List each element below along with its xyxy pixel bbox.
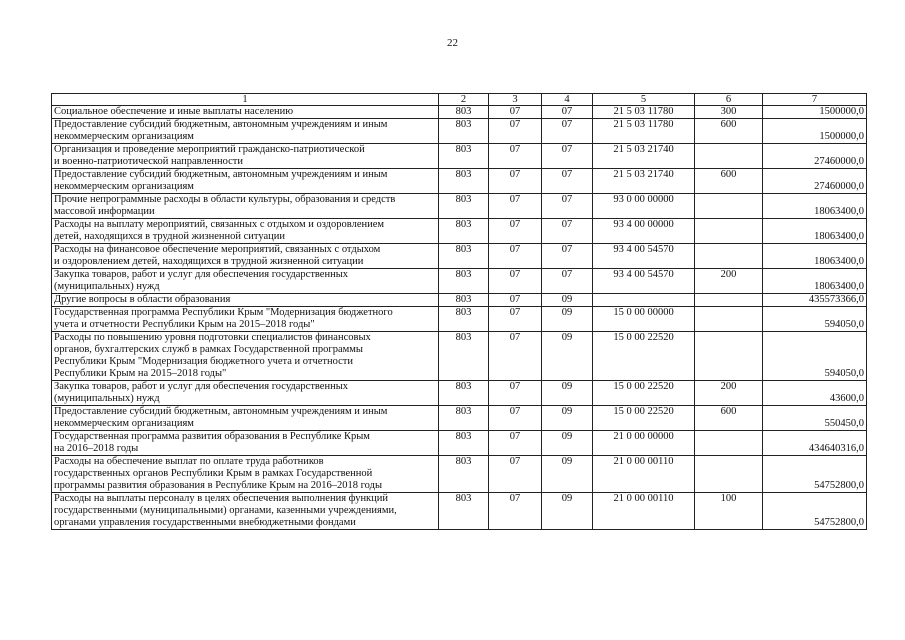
amount: 18063400,0 [763, 269, 867, 294]
admin-code: 803 [439, 244, 489, 269]
description-line: Социальное обеспечение и иные выплаты населению [54, 106, 294, 117]
description-line: органов, бухгалтерских служб в рамках Государственной программы [54, 344, 363, 355]
target-article-code: 93 4 00 00000 [593, 219, 695, 244]
description-line: учета и отчетности Республики Крым на 2015–2018 годы" [54, 319, 315, 330]
expense-type-code [695, 244, 763, 269]
column-header: 3 [489, 94, 542, 106]
column-header: 2 [439, 94, 489, 106]
description-line: некоммерческим организациям [54, 181, 194, 192]
admin-code: 803 [439, 269, 489, 294]
table-row [52, 332, 867, 381]
admin-code: 803 [439, 493, 489, 530]
table-row [52, 456, 867, 493]
description-line: Прочие непрограммные расходы в области культуры, образования и средств [54, 194, 396, 205]
target-article-code: 21 0 00 00000 [593, 431, 695, 456]
admin-code: 803 [439, 456, 489, 493]
description-line: Расходы на выплаты персоналу в целях обеспечения выполнения функций [54, 493, 389, 504]
target-article-code: 93 4 00 54570 [593, 244, 695, 269]
description-line: государственных органов Республики Крым в рамках Государственной [54, 468, 373, 479]
admin-code: 803 [439, 219, 489, 244]
table-row [52, 307, 867, 332]
target-article-code: 21 5 03 21740 [593, 144, 695, 169]
column-header: 7 [763, 94, 867, 106]
amount: 43600,0 [763, 381, 867, 406]
admin-code: 803 [439, 307, 489, 332]
expense-type-code [695, 219, 763, 244]
section-code: 07 [489, 307, 542, 332]
admin-code: 803 [439, 406, 489, 431]
expense-description [52, 194, 439, 219]
target-article-code: 21 5 03 11780 [593, 119, 695, 144]
page-number: 22 [447, 37, 458, 49]
description-line: детей, находящихся в трудной жизненной ситуации [54, 231, 285, 242]
amount: 1500000,0 [763, 119, 867, 144]
section-code: 07 [489, 406, 542, 431]
table-row [52, 493, 867, 530]
subsection-code: 07 [542, 219, 593, 244]
description-line: Организация и проведение мероприятий гражданско-патриотической [54, 144, 365, 155]
table-row [52, 194, 867, 219]
expense-description [52, 294, 439, 307]
amount: 434640316,0 [763, 431, 867, 456]
section-code: 07 [489, 144, 542, 169]
subsection-code: 07 [542, 119, 593, 144]
expense-type-code [695, 294, 763, 307]
description-line: массовой информации [54, 206, 155, 217]
expense-type-code [695, 456, 763, 493]
subsection-code: 09 [542, 381, 593, 406]
expense-description [52, 269, 439, 294]
expense-type-code: 200 [695, 269, 763, 294]
subsection-code: 07 [542, 169, 593, 194]
table-header-row [52, 94, 867, 106]
description-line: Расходы на финансовое обеспечение мероприятий, связанных с отдыхом [54, 244, 381, 255]
section-code: 07 [489, 381, 542, 406]
expense-type-code [695, 431, 763, 456]
description-line: Государственная программа развития образования в Республике Крым [54, 431, 370, 442]
target-article-code: 15 0 00 22520 [593, 406, 695, 431]
table-body [52, 94, 867, 530]
target-article-code: 21 5 03 11780 [593, 106, 695, 119]
column-header: 4 [542, 94, 593, 106]
description-line: и военно-патриотической направленности [54, 156, 243, 167]
target-article-code [593, 294, 695, 307]
column-header: 1 [52, 94, 439, 106]
description-line: Республики Крым на 2015–2018 годы" [54, 368, 227, 379]
amount: 594050,0 [763, 307, 867, 332]
section-code: 07 [489, 244, 542, 269]
amount: 594050,0 [763, 332, 867, 381]
admin-code: 803 [439, 106, 489, 119]
expense-type-code [695, 332, 763, 381]
amount: 54752800,0 [763, 456, 867, 493]
section-code: 07 [489, 493, 542, 530]
table-row [52, 169, 867, 194]
section-code: 07 [489, 219, 542, 244]
expense-type-code [695, 144, 763, 169]
expense-description [52, 244, 439, 269]
table-row [52, 431, 867, 456]
subsection-code: 09 [542, 307, 593, 332]
section-code: 07 [489, 332, 542, 381]
expense-description [52, 431, 439, 456]
target-article-code: 93 0 00 00000 [593, 194, 695, 219]
section-code: 07 [489, 456, 542, 493]
target-article-code: 21 5 03 21740 [593, 169, 695, 194]
subsection-code: 07 [542, 194, 593, 219]
description-line: Предоставление субсидий бюджетным, автономным учреждениям и иным [54, 406, 388, 417]
description-line: некоммерческим организациям [54, 131, 194, 142]
column-header: 6 [695, 94, 763, 106]
section-code: 07 [489, 269, 542, 294]
table-row [52, 244, 867, 269]
subsection-code: 09 [542, 332, 593, 381]
expense-type-code: 600 [695, 169, 763, 194]
expense-type-code [695, 194, 763, 219]
admin-code: 803 [439, 294, 489, 307]
table-row [52, 106, 867, 119]
target-article-code: 15 0 00 22520 [593, 332, 695, 381]
description-line: программы развития образования в Республике Крым на 2016–2018 годы [54, 480, 383, 491]
expense-description [52, 332, 439, 381]
subsection-code: 07 [542, 244, 593, 269]
subsection-code: 09 [542, 493, 593, 530]
description-line: Другие вопросы в области образования [54, 294, 231, 305]
subsection-code: 07 [542, 269, 593, 294]
expense-description [52, 307, 439, 332]
amount: 435573366,0 [763, 294, 867, 307]
expense-description [52, 456, 439, 493]
table-row [52, 219, 867, 244]
description-line: органами управления государственными внебюджетными фондами [54, 517, 356, 528]
description-line: Расходы на выплату мероприятий, связанных с отдыхом и оздоровлением [54, 219, 385, 230]
expense-type-code: 100 [695, 493, 763, 530]
target-article-code: 93 4 00 54570 [593, 269, 695, 294]
table-row [52, 269, 867, 294]
expense-type-code: 600 [695, 119, 763, 144]
description-line: Закупка товаров, работ и услуг для обеспечения государственных [54, 269, 349, 280]
section-code: 07 [489, 294, 542, 307]
amount: 18063400,0 [763, 219, 867, 244]
section-code: 07 [489, 119, 542, 144]
description-line: (муниципальных) нужд [54, 281, 160, 292]
admin-code: 803 [439, 144, 489, 169]
table-row [52, 294, 867, 307]
expense-description [52, 406, 439, 431]
target-article-code: 15 0 00 22520 [593, 381, 695, 406]
subsection-code: 09 [542, 431, 593, 456]
expense-description [52, 119, 439, 144]
amount: 27460000,0 [763, 144, 867, 169]
expense-type-code [695, 307, 763, 332]
budget-table [51, 93, 867, 530]
section-code: 07 [489, 106, 542, 119]
description-line: на 2016–2018 годы [54, 443, 139, 454]
admin-code: 803 [439, 169, 489, 194]
description-line: Предоставление субсидий бюджетным, автономным учреждениям и иным [54, 119, 388, 130]
amount: 18063400,0 [763, 194, 867, 219]
amount: 18063400,0 [763, 244, 867, 269]
expense-description [52, 169, 439, 194]
expense-description [52, 106, 439, 119]
amount: 27460000,0 [763, 169, 867, 194]
table-row [52, 406, 867, 431]
amount: 550450,0 [763, 406, 867, 431]
expense-type-code: 300 [695, 106, 763, 119]
expense-description [52, 493, 439, 530]
expense-type-code: 600 [695, 406, 763, 431]
target-article-code: 21 0 00 00110 [593, 456, 695, 493]
table-row [52, 144, 867, 169]
target-article-code: 15 0 00 00000 [593, 307, 695, 332]
description-line: (муниципальных) нужд [54, 393, 160, 404]
amount: 1500000,0 [763, 106, 867, 119]
amount: 54752800,0 [763, 493, 867, 530]
admin-code: 803 [439, 119, 489, 144]
subsection-code: 09 [542, 456, 593, 493]
description-line: Республики Крым "Модернизация бюджетного учета и отчетности [54, 356, 353, 367]
table-row [52, 119, 867, 144]
description-line: Предоставление субсидий бюджетным, автономным учреждениям и иным [54, 169, 388, 180]
subsection-code: 09 [542, 406, 593, 431]
description-line: некоммерческим организациям [54, 418, 194, 429]
subsection-code: 07 [542, 106, 593, 119]
description-line: Расходы на обеспечение выплат по оплате труда работников [54, 456, 324, 467]
target-article-code: 21 0 00 00110 [593, 493, 695, 530]
column-header: 5 [593, 94, 695, 106]
admin-code: 803 [439, 431, 489, 456]
description-line: государственными (муниципальными) органами, казенными учреждениями, [54, 505, 397, 516]
admin-code: 803 [439, 194, 489, 219]
description-line: Расходы по повышению уровня подготовки специалистов финансовых [54, 332, 371, 343]
subsection-code: 07 [542, 144, 593, 169]
expense-description [52, 219, 439, 244]
expense-type-code: 200 [695, 381, 763, 406]
section-code: 07 [489, 431, 542, 456]
description-line: и оздоровлением детей, находящихся в трудной жизненной ситуации [54, 256, 364, 267]
expense-description [52, 144, 439, 169]
expense-description [52, 381, 439, 406]
description-line: Закупка товаров, работ и услуг для обеспечения государственных [54, 381, 349, 392]
subsection-code: 09 [542, 294, 593, 307]
section-code: 07 [489, 194, 542, 219]
admin-code: 803 [439, 381, 489, 406]
table-row [52, 381, 867, 406]
section-code: 07 [489, 169, 542, 194]
admin-code: 803 [439, 332, 489, 381]
description-line: Государственная программа Республики Крым "Модернизация бюджетного [54, 307, 393, 318]
